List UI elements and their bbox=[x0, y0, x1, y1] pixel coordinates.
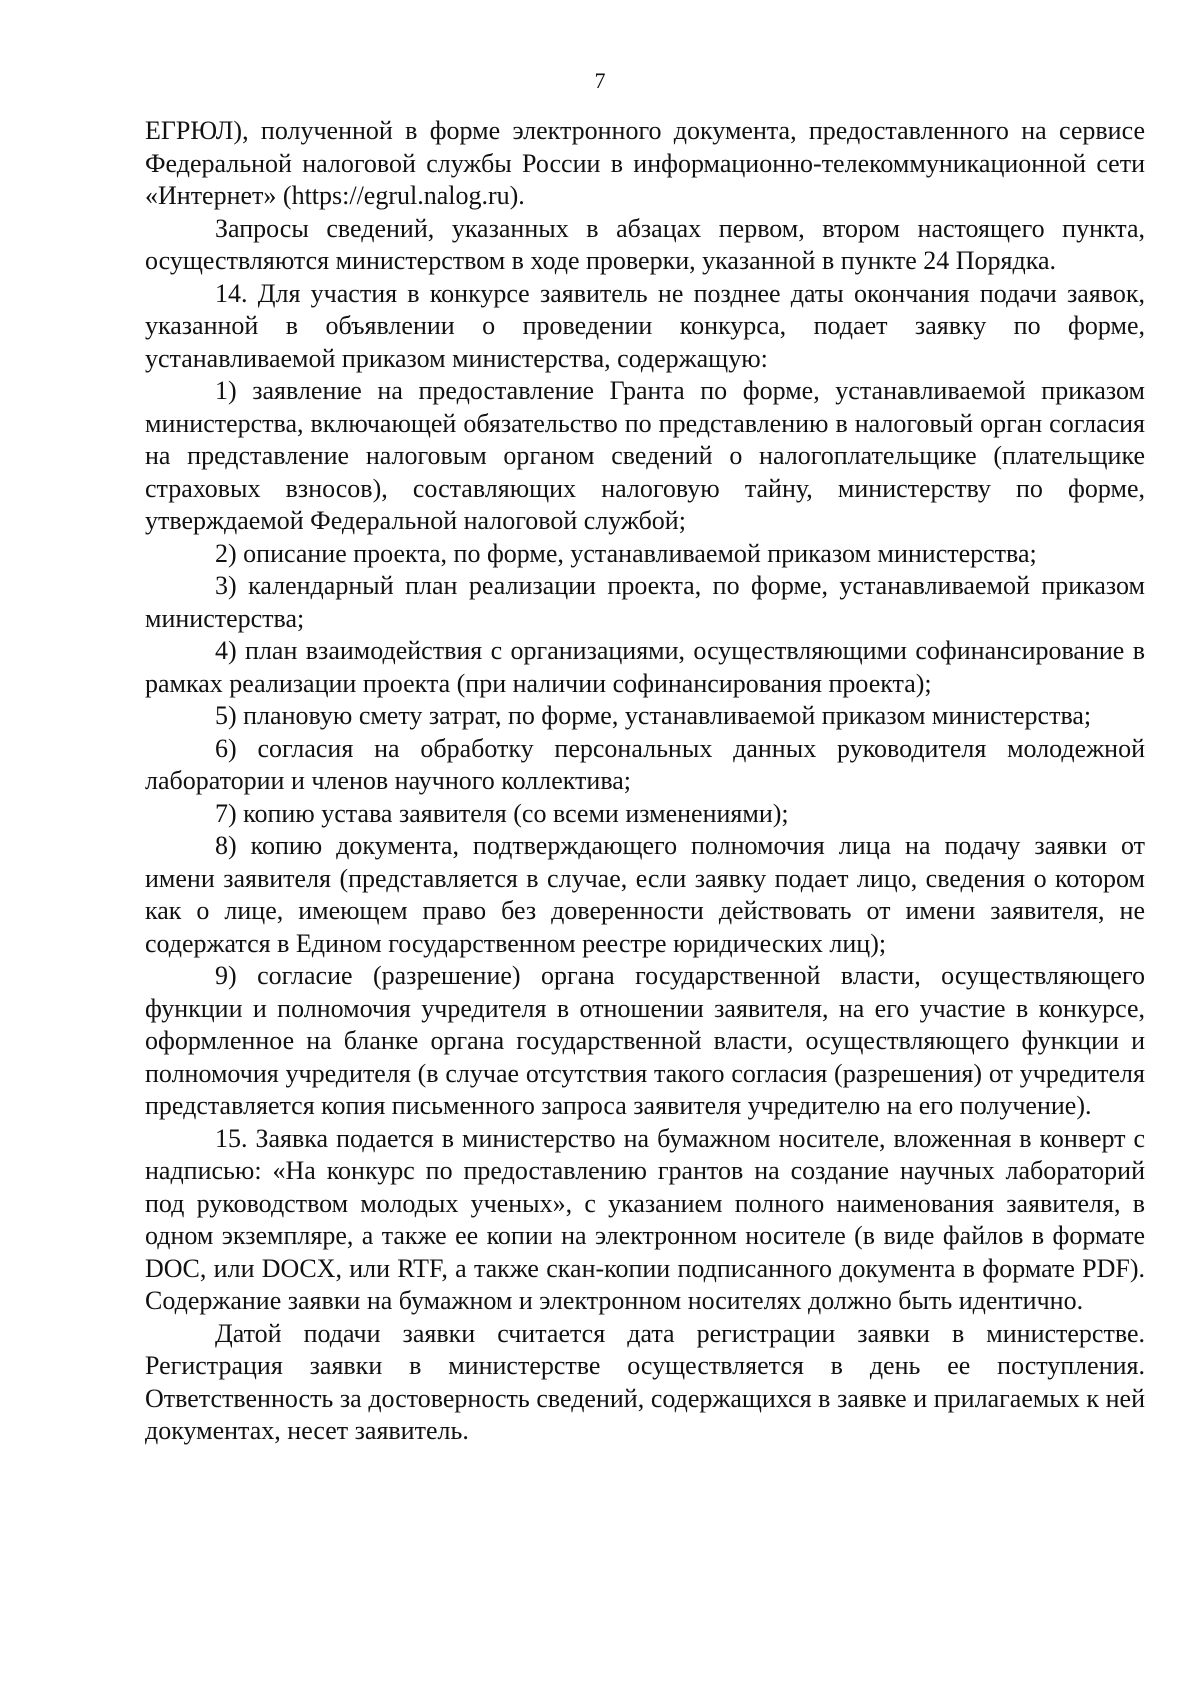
page-number: 7 bbox=[594, 68, 606, 93]
list-item-6: 6) согласия на обработку персональных данных руководителя молодежной лаборатории и членов научного коллектива; bbox=[145, 733, 1145, 795]
list-item-4: 4) план взаимодействия с организациями, осуществляющими софинансирование в рамках реализации проекта (при наличии софинансирования проекта); bbox=[145, 636, 1145, 698]
list-item-5: 5) плановую смету затрат, по форме, устанавливаемой приказом министерства; bbox=[215, 701, 1092, 730]
paragraph-submission-date: Датой подачи заявки считается дата регистрации заявки в министерстве. Регистрация заявки в министерстве осуществляется в день ее поступления. Ответственность за достоверность сведений, содержащихся в заявке и прилагаемых к ней документах, несет заявитель. bbox=[145, 1318, 1145, 1445]
paragraph-requests: Запросы сведений, указанных в абзацах первом, втором настоящего пункта, осуществляются министерством в ходе проверки, указанной в пункте 24 Порядка. bbox=[145, 213, 1145, 275]
list-item-8: 8) копию документа, подтверждающего полномочия лица на подачу заявки от имени заявителя (представляется в случае, если заявку подает лицо, сведения о котором как о лице, имеющем право без доверенности действовать от имени заявителя, не содержатся в Едином государственном реестре юридических лиц); bbox=[145, 831, 1145, 958]
paragraph-egrul-continuation: ЕГРЮЛ), полученной в форме электронного документа, предоставленного на сервисе Федеральной налоговой службы России в информационно-телекоммуникационной сети «Интернет» (https://egrul.nalog.ru). bbox=[145, 116, 1145, 210]
list-item-9: 9) согласие (разрешение) органа государственной власти, осуществляющего функции и полномочия учредителя в отношении заявителя, на его участие в конкурсе, оформленное на бланке органа государственной власти, осуществляющего функции и полномочия учредителя (в случае отсутствия такого согласия (разрешения) от учредителя представляется копия письменного запроса заявителя учредителю на его получение). bbox=[145, 961, 1145, 1120]
list-item-1: 1) заявление на предоставление Гранта по форме, устанавливаемой приказом министерства, включающей обязательство по представлению в налоговый орган согласия на представление налоговым органом сведений о налогоплательщике (плательщике страховых взносов), составляющих налоговую тайну, министерству по форме, утверждаемой Федеральной налоговой службой; bbox=[145, 376, 1145, 535]
paragraph-item-15: 15. Заявка подается в министерство на бумажном носителе, вложенная в конверт с надписью: «На конкурс по предоставлению грантов на создание научных лабораторий под руководством молодых ученых», с указанием полного наименования заявителя, в одном экземпляре, а также ее копии на электронном носителе (в виде файлов в формате DOC, или DOCX, или RTF, а также скан-копии подписанного документа в формате PDF). Содержание заявки на бумажном и электронном носителях должно быть идентично. bbox=[145, 1123, 1145, 1315]
paragraph-item-14: 14. Для участия в конкурсе заявитель не позднее даты окончания подачи заявок, указанной в объявлении о проведении конкурса, подает заявку по форме, устанавливаемой приказом министерства, содержащую: bbox=[145, 278, 1145, 373]
list-item-7: 7) копию устава заявителя (со всеми изменениями); bbox=[215, 798, 789, 828]
document-body bbox=[145, 115, 1145, 1448]
list-item-3: 3) календарный план реализации проекта, по форме, устанавливаемой приказом министерства; bbox=[145, 571, 1145, 633]
list-item-2: 2) описание проекта, по форме, устанавливаемой приказом министерства; bbox=[215, 538, 1037, 568]
